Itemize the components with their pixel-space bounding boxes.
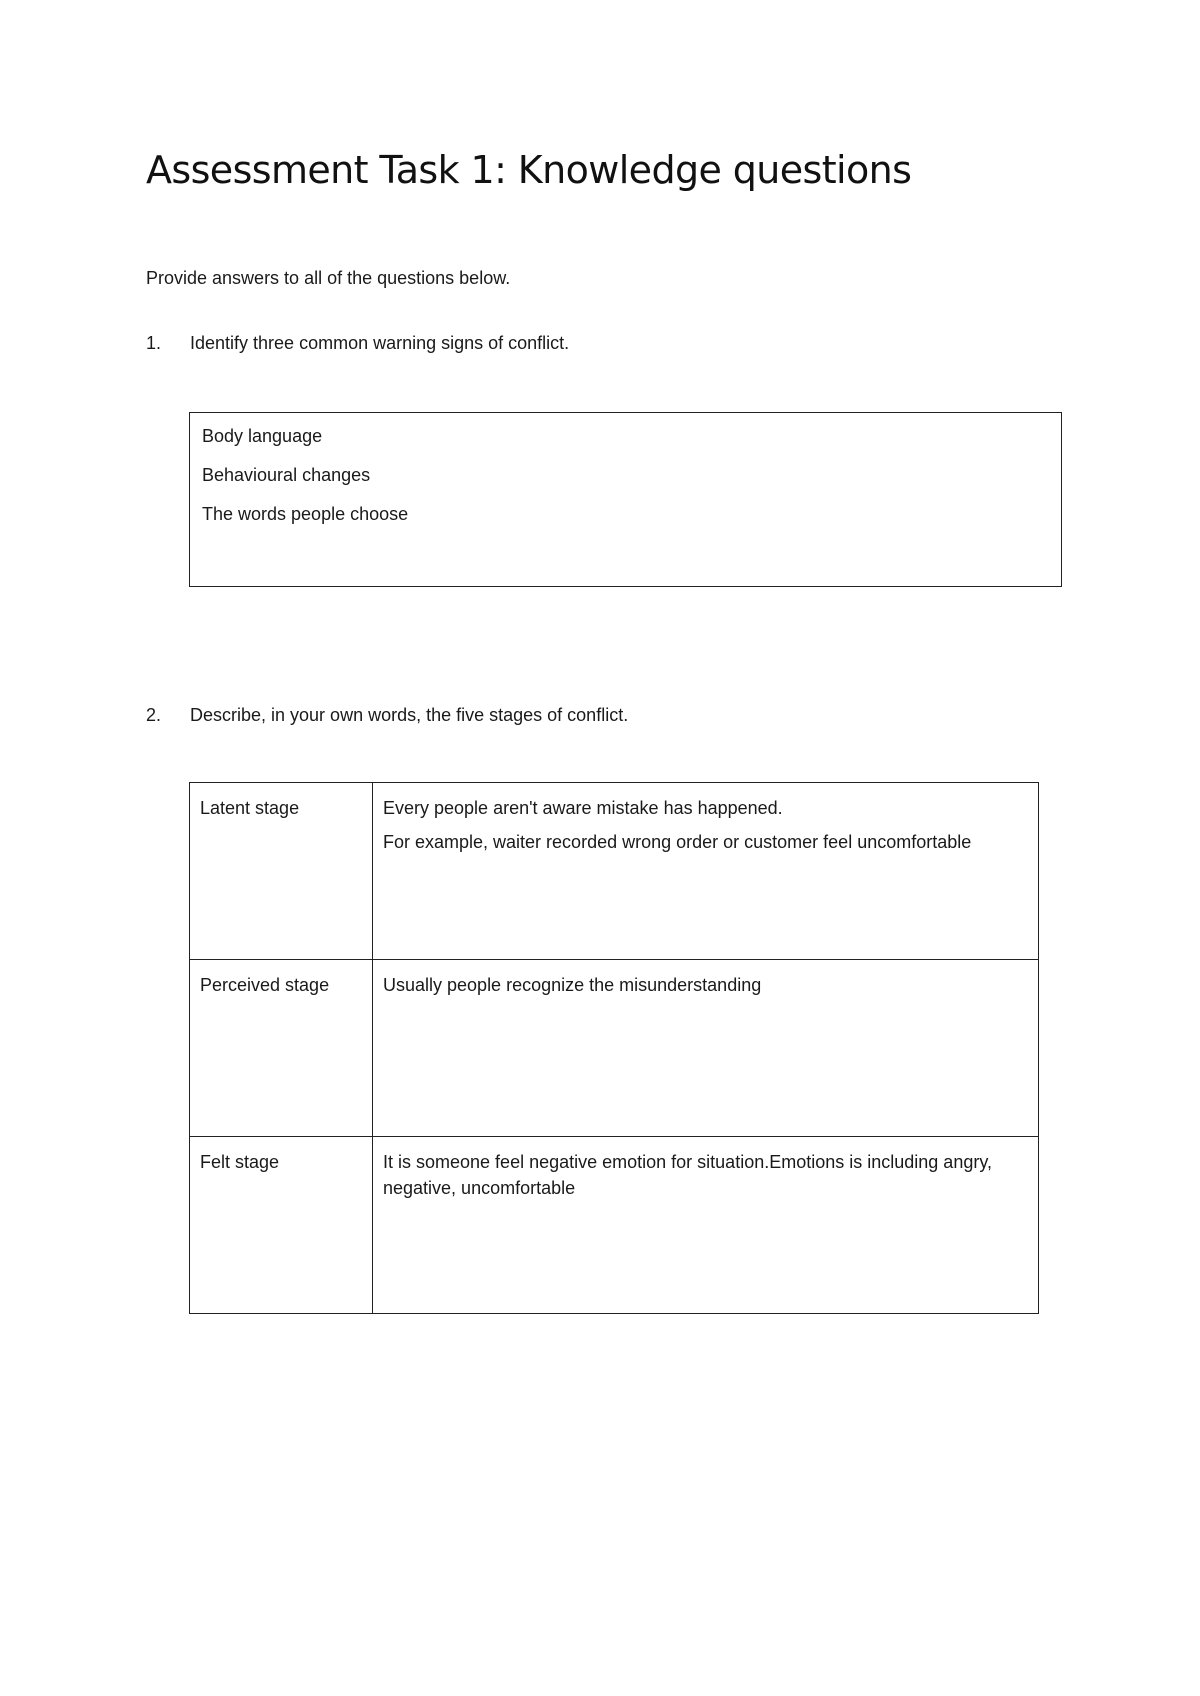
stage-name-cell[interactable] <box>190 1137 373 1314</box>
stage-description-cell[interactable] <box>373 960 1039 1137</box>
stage-description-cell[interactable] <box>373 1137 1039 1314</box>
stage-description-cell[interactable] <box>373 783 1039 960</box>
stages-table <box>189 782 1039 1314</box>
answer-line: The words people choose <box>202 504 409 524</box>
stage-description: Every people aren't aware mistake has happened. <box>383 798 783 818</box>
table-row <box>190 783 1039 960</box>
question-text: Describe, in your own words, the five stages of conflict. <box>190 705 629 725</box>
stage-name: Felt stage <box>200 1152 280 1172</box>
question-2 <box>146 705 628 726</box>
table-row <box>190 1137 1039 1314</box>
answer-line: Behavioural changes <box>202 465 371 485</box>
instructions-text: Provide answers to all of the questions below. <box>146 268 511 288</box>
question-number: 2. <box>146 705 162 725</box>
stage-name-cell[interactable] <box>190 960 373 1137</box>
stage-name: Perceived stage <box>200 975 330 995</box>
stage-description: Usually people recognize the misunderstanding <box>383 975 762 995</box>
question-text: Identify three common warning signs of conflict. <box>190 333 570 353</box>
stage-name-cell[interactable] <box>190 783 373 960</box>
answer-box-question-1[interactable] <box>189 412 1062 587</box>
table-row <box>190 960 1039 1137</box>
answer-line: Body language <box>202 426 323 446</box>
page-title: Assessment Task 1: Knowledge questions <box>146 148 912 192</box>
stage-description: It is someone feel negative emotion for situation.Emotions is including angry, negative, uncomfortable <box>383 1152 992 1198</box>
stage-description: For example, waiter recorded wrong order or customer feel uncomfortable <box>383 832 972 852</box>
stage-name: Latent stage <box>200 798 300 818</box>
question-1 <box>146 333 569 354</box>
question-number: 1. <box>146 333 162 353</box>
